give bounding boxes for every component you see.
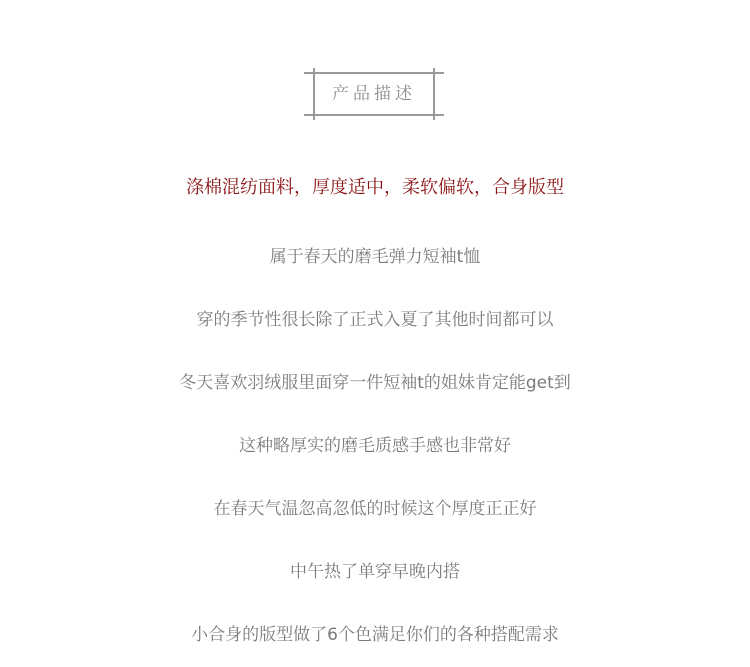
description-line: 冬天喜欢羽绒服里面穿一件短袖t的姐妹肯定能get到: [179, 373, 571, 393]
section-title-frame: [304, 68, 444, 120]
description-line: 穿的季节性很长除了正式入夏了其他时间都可以: [196, 310, 554, 330]
section-title: 产品描述: [332, 84, 416, 104]
description-line: 小合身的版型做了6个色满足你们的各种搭配需求: [191, 625, 559, 645]
product-headline: 涤棉混纺面料，厚度适中，柔软偏软，合身版型: [186, 177, 564, 198]
description-line: 在春天气温忽高忽低的时候这个厚度正正好: [213, 499, 537, 519]
description-line: 中午热了单穿早晚内搭: [290, 562, 460, 582]
description-line: 属于春天的磨毛弹力短袖t恤: [269, 247, 481, 267]
description-line: 这种略厚实的磨毛质感手感也非常好: [239, 436, 511, 456]
